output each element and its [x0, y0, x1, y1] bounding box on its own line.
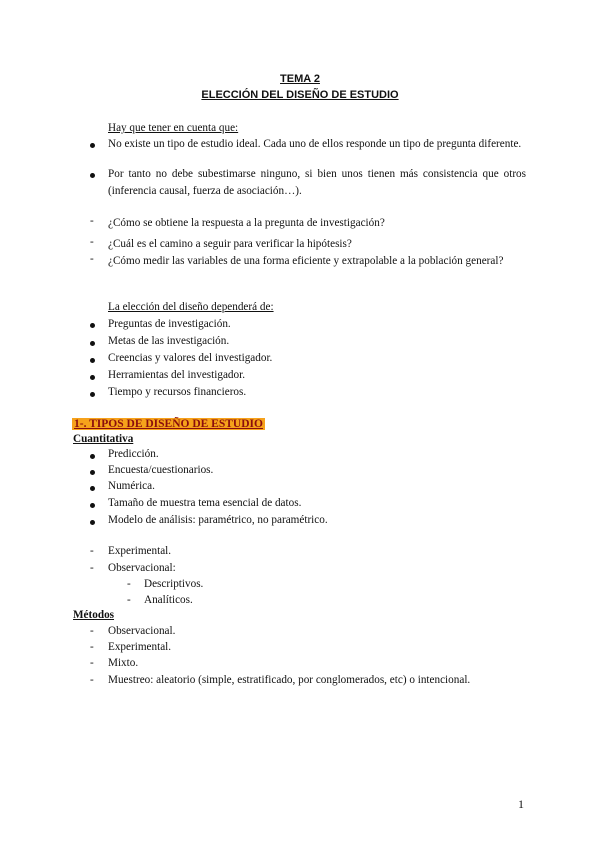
design-item: Observacional: — [108, 562, 176, 574]
design-item: Experimental. — [108, 545, 172, 557]
bullet-icon — [90, 375, 95, 380]
cuant-item: Predicción. — [108, 448, 159, 460]
question-1: ¿Cómo se obtiene la respuesta a la pregunta de investigación? — [108, 217, 385, 229]
dash-icon: - — [90, 215, 94, 227]
bullet-icon — [90, 143, 95, 148]
method-item: Experimental. — [108, 641, 172, 653]
design-subitem: Analíticos. — [144, 594, 193, 606]
bullet-icon — [90, 454, 95, 459]
method-item: Muestreo: aleatorio (simple, estratificado, por conglomerados, etc) o intencional. — [108, 674, 471, 686]
dash-icon: - — [90, 253, 94, 265]
bullet-icon — [90, 173, 95, 178]
bullet-icon — [90, 358, 95, 363]
cuant-item: Tamaño de muestra tema esencial de datos. — [108, 497, 302, 509]
intro-bullet-1: No existe un tipo de estudio ideal. Cada uno de ellos responde un tipo de pregunta diferente. — [108, 138, 522, 150]
choice-heading: La elección del diseño dependerá de: — [108, 301, 274, 313]
dash-icon: - — [127, 578, 131, 590]
choice-item: Tiempo y recursos financieros. — [108, 386, 247, 398]
choice-item: Creencias y valores del investigador. — [108, 352, 273, 364]
method-item: Observacional. — [108, 625, 176, 637]
subheading-metodos: Métodos — [73, 609, 115, 621]
subheading-cuantitativa: Cuantitativa — [73, 433, 134, 445]
cuant-item: Encuesta/cuestionarios. — [108, 464, 214, 476]
dash-icon: - — [90, 545, 94, 557]
choice-item: Preguntas de investigación. — [108, 318, 231, 330]
page-subtitle: ELECCIÓN DEL DISEÑO DE ESTUDIO — [201, 89, 399, 101]
bullet-icon — [90, 323, 95, 328]
dash-icon: - — [90, 236, 94, 248]
cuant-item: Modelo de análisis: paramétrico, no paramétrico. — [108, 514, 328, 526]
intro-heading: Hay que tener en cuenta que: — [108, 122, 239, 134]
page-title: TEMA 2 — [280, 73, 320, 85]
dash-icon: - — [90, 625, 94, 637]
bullet-icon — [90, 486, 95, 491]
question-3: ¿Cómo medir las variables de una forma eficiente y extrapolable a la población general? — [108, 255, 504, 267]
intro-bullet-2: Por tanto no debe subestimarse ninguno, si bien unos tienen más consistencia que otros (inferencia causal, fuerza de asociación…). — [108, 168, 526, 197]
cuant-item: Numérica. — [108, 480, 155, 492]
section-title: 1-. TIPOS DE DISEÑO DE ESTUDIO — [74, 418, 263, 430]
choice-item: Metas de las investigación. — [108, 335, 230, 347]
method-item: Mixto. — [108, 657, 139, 669]
dash-icon: - — [90, 674, 94, 686]
page-number: 1 — [518, 797, 524, 811]
bullet-icon — [90, 503, 95, 508]
bullet-icon — [90, 520, 95, 525]
bullet-icon — [90, 470, 95, 475]
dash-icon: - — [90, 562, 94, 574]
bullet-icon — [90, 392, 95, 397]
dash-icon: - — [90, 641, 94, 653]
question-2: ¿Cuál es el camino a seguir para verificar la hipótesis? — [108, 238, 352, 250]
choice-item: Herramientas del investigador. — [108, 369, 246, 381]
dash-icon: - — [90, 657, 94, 669]
design-subitem: Descriptivos. — [144, 578, 204, 590]
dash-icon: - — [127, 594, 131, 606]
bullet-icon — [90, 341, 95, 346]
